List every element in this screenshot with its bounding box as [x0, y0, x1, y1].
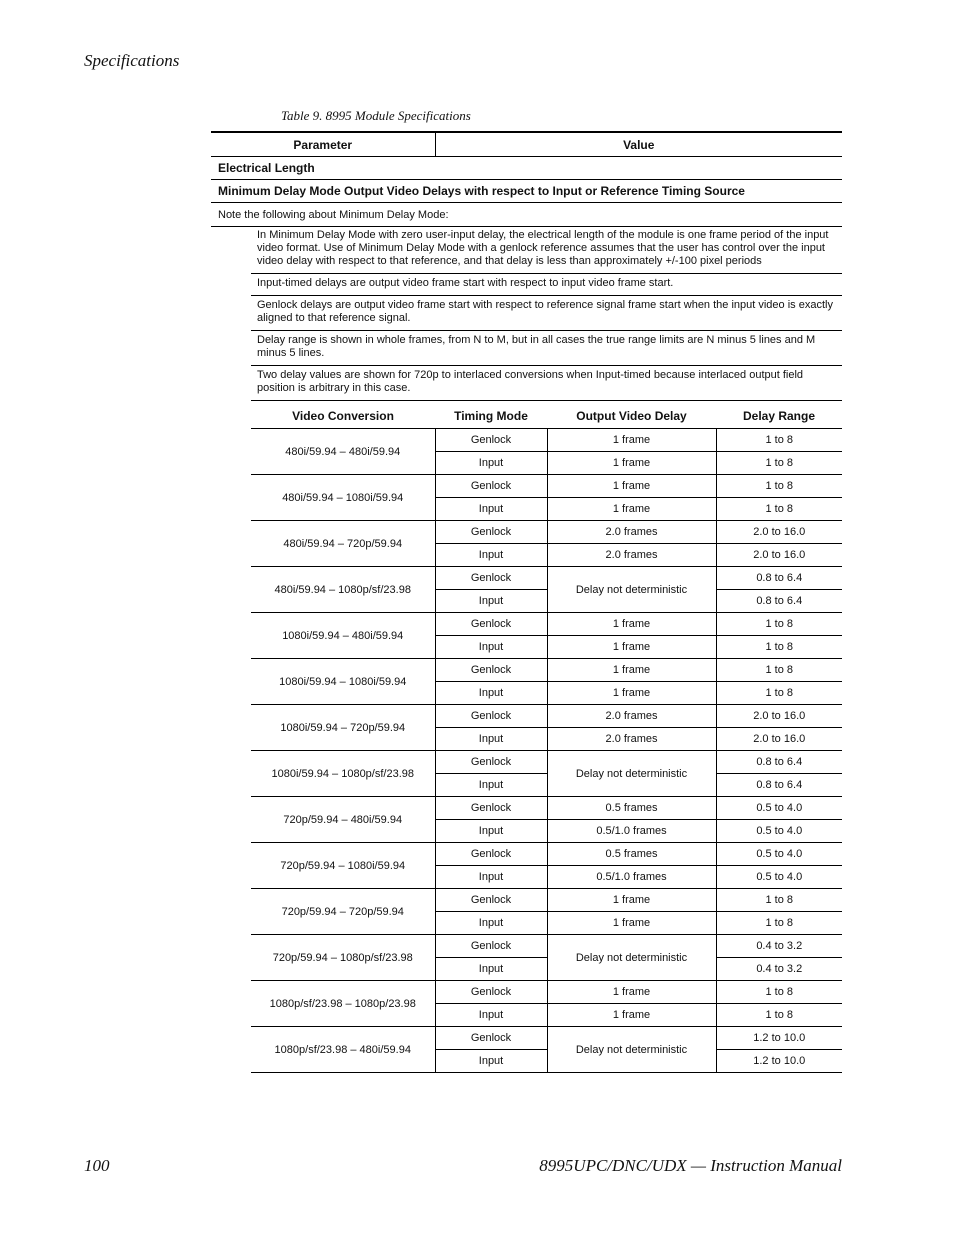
output-delay-cell: 2.0 frames: [547, 544, 716, 567]
output-delay-cell: Delay not deterministic: [547, 1027, 716, 1073]
table-row: [251, 521, 842, 544]
timing-mode-cell: Input: [435, 1004, 547, 1027]
output-delay-cell: 1 frame: [547, 636, 716, 659]
delay-range-cell: 1 to 8: [716, 659, 842, 682]
video-conversion-cell: 1080p/sf/23.98 – 1080p/23.98: [251, 981, 435, 1027]
column-header: Timing Mode: [435, 404, 547, 429]
note-item: In Minimum Delay Mode with zero user-input delay, the electrical length of the module is one frame period of the input video format. Use of Minimum Delay Mode with a genlock reference assumes that the user has control over the input video delay with respect to that reference, and that delay is less than approximately +/-100 pixel periods: [251, 226, 842, 274]
delay-range-cell: 1 to 8: [716, 912, 842, 935]
delay-range-cell: 0.8 to 6.4: [716, 751, 842, 774]
output-delay-cell: 0.5/1.0 frames: [547, 820, 716, 843]
delay-table-header: [251, 404, 842, 429]
page-number: 100: [84, 1156, 110, 1175]
timing-mode-cell: Input: [435, 544, 547, 567]
timing-mode-cell: Input: [435, 498, 547, 521]
table-row: [251, 475, 842, 498]
delay-range-cell: 1 to 8: [716, 498, 842, 521]
delay-range-cell: 1 to 8: [716, 613, 842, 636]
table-row: [251, 567, 842, 590]
delay-range-cell: 1.2 to 10.0: [716, 1027, 842, 1050]
section-electrical-length: Electrical Length: [211, 157, 842, 180]
video-conversion-cell: 1080p/sf/23.98 – 480i/59.94: [251, 1027, 435, 1073]
output-delay-cell: 1 frame: [547, 452, 716, 475]
table-row: [251, 751, 842, 774]
output-delay-cell: 2.0 frames: [547, 521, 716, 544]
output-delay-cell: 1 frame: [547, 475, 716, 498]
video-conversion-cell: 480i/59.94 – 480i/59.94: [251, 429, 435, 475]
delay-table-body: [251, 429, 842, 1073]
spec-table-header: [211, 132, 842, 157]
delay-range-cell: 0.8 to 6.4: [716, 590, 842, 613]
timing-mode-cell: Input: [435, 912, 547, 935]
delay-range-cell: 1 to 8: [716, 475, 842, 498]
video-conversion-cell: 720p/59.94 – 720p/59.94: [251, 889, 435, 935]
note-item: Delay range is shown in whole frames, from N to M, but in all cases the true range limits are N minus 5 lines and M minus 5 lines.: [251, 331, 842, 366]
table-row: [251, 659, 842, 682]
column-header: Output Video Delay: [547, 404, 716, 429]
video-conversion-cell: 720p/59.94 – 480i/59.94: [251, 797, 435, 843]
output-delay-cell: 1 frame: [547, 429, 716, 452]
table-row: [251, 705, 842, 728]
output-delay-cell: 2.0 frames: [547, 705, 716, 728]
timing-mode-cell: Genlock: [435, 521, 547, 544]
delay-range-cell: 0.5 to 4.0: [716, 843, 842, 866]
timing-mode-cell: Genlock: [435, 567, 547, 590]
timing-mode-cell: Genlock: [435, 751, 547, 774]
delay-range-cell: 0.5 to 4.0: [716, 820, 842, 843]
timing-mode-cell: Input: [435, 636, 547, 659]
table-caption: Table 9. 8995 Module Specifications: [281, 108, 471, 123]
section-minimum-delay: Minimum Delay Mode Output Video Delays with respect to Input or Reference Timing Source: [211, 180, 842, 203]
timing-mode-cell: Genlock: [435, 475, 547, 498]
delay-range-cell: 1 to 8: [716, 981, 842, 1004]
delay-range-cell: 0.8 to 6.4: [716, 567, 842, 590]
output-delay-cell: Delay not deterministic: [547, 751, 716, 797]
output-delay-cell: 0.5 frames: [547, 843, 716, 866]
output-delay-cell: 1 frame: [547, 1004, 716, 1027]
output-delay-cell: Delay not deterministic: [547, 567, 716, 613]
note-item: Genlock delays are output video frame start with respect to reference signal frame start when the input video is exactly aligned to that reference signal.: [251, 296, 842, 331]
delay-range-cell: 1 to 8: [716, 429, 842, 452]
note-item: Two delay values are shown for 720p to interlaced conversions when Input-timed because interlaced output field position is arbitrary in this case.: [251, 366, 842, 401]
output-delay-cell: 1 frame: [547, 889, 716, 912]
output-delay-cell: Delay not deterministic: [547, 935, 716, 981]
delay-range-cell: 0.4 to 3.2: [716, 958, 842, 981]
delay-range-cell: 0.5 to 4.0: [716, 866, 842, 889]
delay-range-cell: 1 to 8: [716, 682, 842, 705]
spec-table: [211, 131, 842, 227]
delay-range-cell: 2.0 to 16.0: [716, 521, 842, 544]
timing-mode-cell: Input: [435, 452, 547, 475]
delay-range-cell: 2.0 to 16.0: [716, 728, 842, 751]
video-conversion-cell: 480i/59.94 – 1080p/sf/23.98: [251, 567, 435, 613]
video-conversion-cell: 480i/59.94 – 1080i/59.94: [251, 475, 435, 521]
output-delay-cell: 1 frame: [547, 912, 716, 935]
video-conversion-cell: 1080i/59.94 – 480i/59.94: [251, 613, 435, 659]
timing-mode-cell: Genlock: [435, 705, 547, 728]
timing-mode-cell: Input: [435, 958, 547, 981]
delay-range-cell: 1 to 8: [716, 1004, 842, 1027]
output-delay-cell: 1 frame: [547, 682, 716, 705]
video-conversion-cell: 1080i/59.94 – 1080i/59.94: [251, 659, 435, 705]
section-row: [211, 180, 842, 203]
value-header: Value: [435, 132, 842, 157]
output-delay-cell: 2.0 frames: [547, 728, 716, 751]
notes-list: [251, 226, 842, 401]
delay-range-cell: 0.5 to 4.0: [716, 797, 842, 820]
timing-mode-cell: Genlock: [435, 843, 547, 866]
timing-mode-cell: Genlock: [435, 429, 547, 452]
timing-mode-cell: Genlock: [435, 659, 547, 682]
table-row: [251, 981, 842, 1004]
table-row: [251, 797, 842, 820]
table-row: [251, 935, 842, 958]
table-row: [251, 843, 842, 866]
delay-range-cell: 0.8 to 6.4: [716, 774, 842, 797]
timing-mode-cell: Input: [435, 682, 547, 705]
delay-range-cell: 2.0 to 16.0: [716, 705, 842, 728]
output-delay-cell: 0.5 frames: [547, 797, 716, 820]
timing-mode-cell: Genlock: [435, 935, 547, 958]
table-row: [251, 429, 842, 452]
output-delay-cell: 1 frame: [547, 659, 716, 682]
section-row: [211, 157, 842, 180]
note-intro-row: [211, 203, 842, 227]
timing-mode-cell: Input: [435, 866, 547, 889]
delay-range-cell: 0.4 to 3.2: [716, 935, 842, 958]
delay-range-cell: 2.0 to 16.0: [716, 544, 842, 567]
timing-mode-cell: Genlock: [435, 613, 547, 636]
output-delay-cell: 0.5/1.0 frames: [547, 866, 716, 889]
note-intro: Note the following about Minimum Delay Mode:: [211, 203, 842, 227]
video-conversion-cell: 720p/59.94 – 1080i/59.94: [251, 843, 435, 889]
timing-mode-cell: Genlock: [435, 889, 547, 912]
parameter-header: Parameter: [211, 132, 435, 157]
timing-mode-cell: Input: [435, 820, 547, 843]
manual-title: 8995UPC/DNC/UDX — Instruction Manual: [539, 1156, 842, 1175]
table-row: [251, 1027, 842, 1050]
video-conversion-cell: 1080i/59.94 – 1080p/sf/23.98: [251, 751, 435, 797]
delay-range-cell: 1 to 8: [716, 452, 842, 475]
video-conversion-cell: 720p/59.94 – 1080p/sf/23.98: [251, 935, 435, 981]
note-item: Input-timed delays are output video frame start with respect to input video frame start.: [251, 274, 842, 296]
column-header: Delay Range: [716, 404, 842, 429]
table-row: [251, 613, 842, 636]
timing-mode-cell: Genlock: [435, 981, 547, 1004]
timing-mode-cell: Genlock: [435, 1027, 547, 1050]
delay-table: [251, 404, 842, 1073]
output-delay-cell: 1 frame: [547, 498, 716, 521]
delay-range-cell: 1 to 8: [716, 889, 842, 912]
delay-range-cell: 1.2 to 10.0: [716, 1050, 842, 1073]
timing-mode-cell: Input: [435, 1050, 547, 1073]
timing-mode-cell: Input: [435, 590, 547, 613]
video-conversion-cell: 480i/59.94 – 720p/59.94: [251, 521, 435, 567]
table-row: [251, 889, 842, 912]
timing-mode-cell: Genlock: [435, 797, 547, 820]
running-head: Specifications: [84, 51, 180, 70]
output-delay-cell: 1 frame: [547, 981, 716, 1004]
delay-range-cell: 1 to 8: [716, 636, 842, 659]
timing-mode-cell: Input: [435, 728, 547, 751]
output-delay-cell: 1 frame: [547, 613, 716, 636]
column-header: Video Conversion: [251, 404, 435, 429]
video-conversion-cell: 1080i/59.94 – 720p/59.94: [251, 705, 435, 751]
timing-mode-cell: Input: [435, 774, 547, 797]
